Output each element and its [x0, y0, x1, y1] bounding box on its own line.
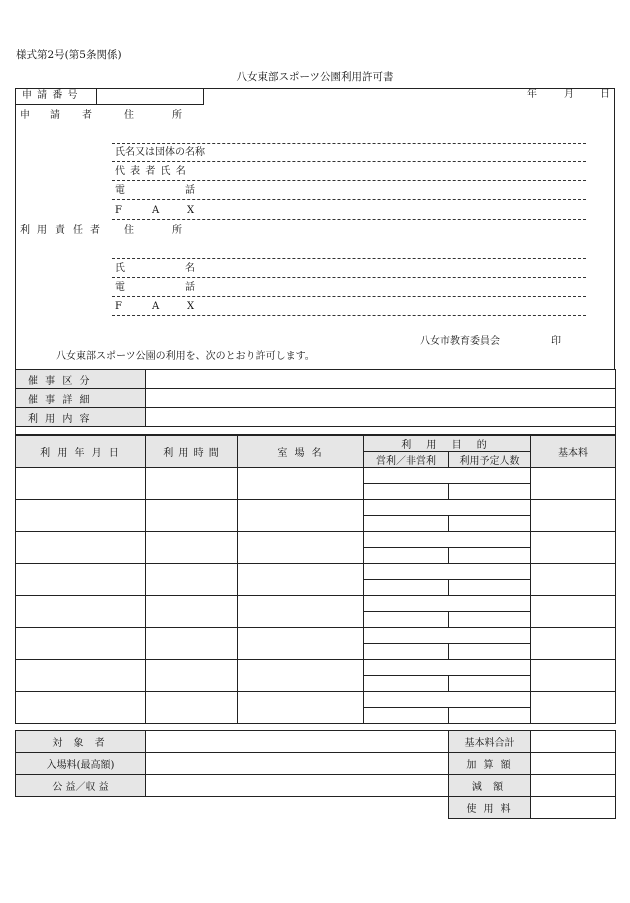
base-fee-cell[interactable]: [531, 596, 616, 628]
usage-purpose-cell[interactable]: [364, 468, 531, 484]
usage-date-cell[interactable]: [16, 468, 146, 500]
header-usage-date: 利 用 年 月 日: [16, 436, 146, 468]
application-number-label: 申 請 番 号: [22, 90, 79, 101]
application-number-field[interactable]: [95, 88, 204, 105]
applicant-fax-line[interactable]: [112, 219, 586, 220]
base-fee-cell[interactable]: [531, 532, 616, 564]
usage-purpose-cell[interactable]: [364, 692, 531, 708]
target-label: 対 象 者: [16, 731, 146, 753]
usage-purpose-cell[interactable]: [364, 500, 531, 516]
responsible-fax-label: F: [115, 301, 122, 312]
usage-purpose-cell[interactable]: [364, 628, 531, 644]
room-name-cell[interactable]: [238, 660, 364, 692]
usage-purpose-cell[interactable]: [364, 596, 531, 612]
responsible-address-line[interactable]: [112, 258, 586, 259]
usage-time-cell[interactable]: [146, 660, 238, 692]
usage-purpose-cell[interactable]: [364, 532, 531, 548]
date-day: 日: [600, 89, 610, 100]
responsible-label-char: 利: [20, 225, 30, 236]
applicant-name-label: 氏名又は団体の名称: [115, 147, 205, 158]
expected-people-cell[interactable]: [449, 612, 531, 628]
header-room-name: 室 場 名: [238, 436, 364, 468]
responsible-fax-line[interactable]: [112, 315, 586, 316]
table-row: [16, 628, 616, 644]
usage-time-cell[interactable]: [146, 500, 238, 532]
base-fee-cell[interactable]: [531, 468, 616, 500]
usage-content-field[interactable]: [146, 408, 616, 427]
header-usage-time: 利 用 時 間: [146, 436, 238, 468]
usage-time-cell[interactable]: [146, 468, 238, 500]
responsible-name-label: 名: [185, 263, 195, 274]
expected-people-cell[interactable]: [449, 484, 531, 500]
expected-people-cell[interactable]: [449, 548, 531, 564]
responsible-phone-line[interactable]: [112, 296, 586, 297]
responsible-label-char: 者: [90, 225, 100, 236]
room-name-cell[interactable]: [238, 564, 364, 596]
table-row: [16, 564, 616, 580]
usage-purpose-cell[interactable]: [364, 660, 531, 676]
event-detail-field[interactable]: [146, 389, 616, 408]
event-category-label: 催 事 区 分: [16, 370, 146, 389]
applicant-fax-label: F: [115, 205, 122, 216]
responsible-label-char: 所: [172, 225, 182, 236]
usage-date-cell[interactable]: [16, 596, 146, 628]
profit-type-cell[interactable]: [364, 612, 449, 628]
header-base-fee: 基本料: [531, 436, 616, 468]
event-detail-label: 催 事 詳 細: [16, 389, 146, 408]
applicant-label-char: 請: [50, 110, 60, 121]
responsible-label-char: 用: [37, 225, 47, 236]
public-profit-field[interactable]: [146, 775, 449, 797]
summary-empty-cell: [146, 797, 449, 819]
summary-empty-cell: [16, 797, 146, 819]
fee-summary-table: [15, 730, 616, 819]
form-number-label: 様式第2号(第5条関係): [16, 49, 122, 61]
expected-people-cell[interactable]: [449, 580, 531, 596]
base-fee-cell[interactable]: [531, 692, 616, 724]
usage-time-cell[interactable]: [146, 596, 238, 628]
responsible-label-char: 住: [124, 225, 134, 236]
usage-date-cell[interactable]: [16, 628, 146, 660]
target-field[interactable]: [146, 731, 449, 753]
usage-fee-field[interactable]: [531, 797, 616, 819]
profit-type-cell[interactable]: [364, 516, 449, 532]
permission-statement: 八女東部スポーツ公園の利用を、次のとおり許可します。: [56, 351, 315, 362]
usage-schedule-table: [15, 435, 616, 724]
event-category-field[interactable]: [146, 370, 616, 389]
usage-date-cell[interactable]: [16, 500, 146, 532]
responsible-name-label: 氏: [115, 263, 125, 274]
base-fee-cell[interactable]: [531, 628, 616, 660]
application-number-label-box: [15, 88, 97, 105]
applicant-name-line[interactable]: [112, 161, 586, 162]
usage-date-cell[interactable]: [16, 660, 146, 692]
addition-amount-field[interactable]: [531, 753, 616, 775]
responsible-phone-label: 電: [115, 282, 125, 293]
expected-people-cell[interactable]: [449, 644, 531, 660]
base-fee-total-field[interactable]: [531, 731, 616, 753]
applicant-phone-line[interactable]: [112, 199, 586, 200]
table-row: [16, 468, 616, 484]
room-name-cell[interactable]: [238, 532, 364, 564]
applicant-fax-label: X: [187, 205, 195, 216]
profit-type-cell[interactable]: [364, 644, 449, 660]
room-name-cell[interactable]: [238, 628, 364, 660]
usage-date-cell[interactable]: [16, 564, 146, 596]
applicant-representative-label: 代 表 者 氏 名: [115, 166, 187, 177]
applicant-label-char: 者: [82, 110, 92, 121]
applicant-address-line[interactable]: [112, 143, 586, 144]
table-row: [16, 660, 616, 676]
base-fee-total-label: 基本料合計: [449, 731, 531, 753]
admission-fee-field[interactable]: [146, 753, 449, 775]
profit-type-cell[interactable]: [364, 580, 449, 596]
issuer-name: 八女市教育委員会: [420, 336, 500, 347]
expected-people-cell[interactable]: [449, 708, 531, 724]
date-year: 年: [527, 89, 537, 100]
seal-mark: 印: [551, 336, 561, 347]
base-fee-cell[interactable]: [531, 500, 616, 532]
base-fee-cell[interactable]: [531, 564, 616, 596]
responsible-phone-label: 話: [185, 282, 195, 293]
applicant-representative-line[interactable]: [112, 180, 586, 181]
usage-content-label: 利 用 内 容: [16, 408, 146, 427]
profit-type-cell[interactable]: [364, 484, 449, 500]
expected-people-cell[interactable]: [449, 676, 531, 692]
usage-time-cell[interactable]: [146, 628, 238, 660]
spacer-row: [16, 427, 616, 435]
document-title: 八女東部スポーツ公園利用許可書: [236, 71, 394, 83]
usage-time-cell[interactable]: [146, 564, 238, 596]
applicant-phone-label: 話: [185, 185, 195, 196]
frame-right: [614, 88, 615, 369]
reduction-amount-field[interactable]: [531, 775, 616, 797]
profit-type-cell[interactable]: [364, 708, 449, 724]
room-name-cell[interactable]: [238, 692, 364, 724]
room-name-cell[interactable]: [238, 468, 364, 500]
addition-amount-label: 加 算 額: [449, 753, 531, 775]
base-fee-cell[interactable]: [531, 660, 616, 692]
date-month: 月: [564, 89, 574, 100]
responsible-label-char: 任: [73, 225, 83, 236]
room-name-cell[interactable]: [238, 596, 364, 628]
header-profit-type: 営利／非営利: [364, 452, 449, 468]
applicant-label-char: 申: [20, 110, 30, 121]
frame-top: [203, 88, 614, 89]
applicant-label-char: 所: [172, 110, 182, 121]
profit-type-cell[interactable]: [364, 548, 449, 564]
public-profit-label: 公 益／収 益: [16, 775, 146, 797]
header-expected-people: 利用予定人数: [449, 452, 531, 468]
usage-time-cell[interactable]: [146, 532, 238, 564]
applicant-fax-label: A: [152, 205, 160, 216]
applicant-phone-label: 電: [115, 185, 125, 196]
frame-left: [15, 103, 16, 369]
admission-fee-label: 入場料(最高額): [16, 753, 146, 775]
usage-date-cell[interactable]: [16, 692, 146, 724]
applicant-label-char: 住: [124, 110, 134, 121]
expected-people-cell[interactable]: [449, 516, 531, 532]
usage-date-cell[interactable]: [16, 532, 146, 564]
table-row: [16, 500, 616, 516]
reduction-amount-label: 減 額: [449, 775, 531, 797]
profit-type-cell[interactable]: [364, 676, 449, 692]
responsible-fax-label: A: [152, 301, 160, 312]
table-row: [16, 532, 616, 548]
responsible-fax-label: X: [187, 301, 195, 312]
usage-fee-label: 使 用 料: [449, 797, 531, 819]
responsible-name-line[interactable]: [112, 277, 586, 278]
header-usage-purpose: 利 用 目 的: [364, 436, 531, 452]
event-info-table: [15, 369, 616, 435]
usage-time-cell[interactable]: [146, 692, 238, 724]
table-row: [16, 596, 616, 612]
table-row: [16, 692, 616, 708]
room-name-cell[interactable]: [238, 500, 364, 532]
responsible-label-char: 責: [55, 225, 65, 236]
usage-purpose-cell[interactable]: [364, 564, 531, 580]
